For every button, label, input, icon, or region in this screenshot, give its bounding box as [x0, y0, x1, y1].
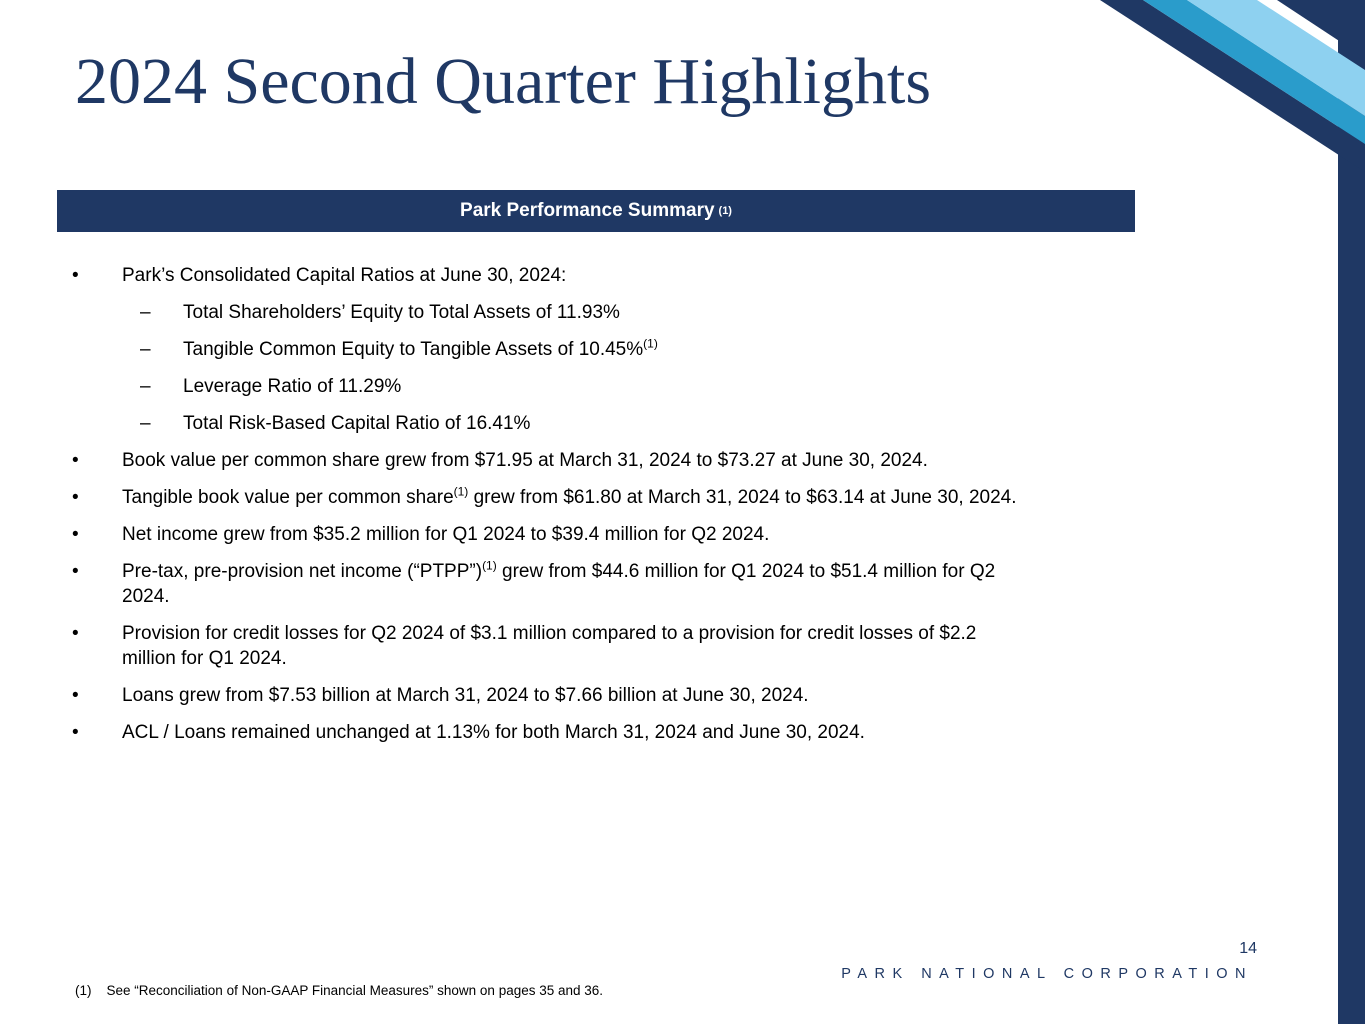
bullet-item [72, 683, 1017, 708]
bullet-item [72, 411, 1017, 436]
bullet-item [72, 485, 1017, 510]
bullet-item [72, 448, 1017, 473]
bullet-marker: • [72, 265, 79, 286]
bullet-item [72, 559, 1017, 609]
footnote: (1) See “Reconciliation of Non-GAAP Financial Measures” shown on pages 35 and 36. [75, 983, 604, 998]
bullet-marker: • [72, 623, 79, 644]
bullet-text: ACL / Loans remained unchanged at 1.13% for both March 31, 2024 and June 30, 2024. [122, 722, 865, 743]
bullet-marker: • [72, 685, 79, 706]
bullet-text: Tangible book value per common share$^{(1)}$ grew from $61.80 at March 31, 2024 to $63.14 at June 30, 2024. [122, 484, 1017, 508]
bullet-text: Pre-tax, pre-provision net income (“PTPP”)$^{(1)}$ grew from $44.6 million for Q1 2024 to $51.4 million for Q2 2024. [122, 558, 996, 607]
bullet-text: Park’s Consolidated Capital Ratios at June 30, 2024: [122, 265, 567, 286]
slide-title: 2024 Second Quarter Highlights [75, 45, 932, 118]
bullet-list [72, 263, 1017, 757]
bullet-item [72, 300, 1017, 325]
summary-header-text: Park Performance Summary [460, 200, 715, 221]
bullet-item [72, 621, 1017, 671]
bullet-text: Loans grew from $7.53 billion at March 31, 2024 to $7.66 billion at June 30, 2024. [122, 685, 809, 706]
bullet-item [72, 374, 1017, 399]
corner-ribbon-decoration [1095, 0, 1365, 270]
bullet-text: Total Risk-Based Capital Ratio of 16.41% [183, 413, 531, 434]
bullet-marker: • [72, 487, 79, 508]
page-number: 14 [1239, 940, 1257, 957]
footnote-reference: (1) [482, 558, 497, 573]
summary-header-bar: Park Performance Summary (1) [57, 190, 1135, 232]
bullet-item [72, 522, 1017, 547]
bullet-marker: – [140, 413, 151, 434]
bullet-item [72, 263, 1017, 288]
bullet-item [72, 720, 1017, 745]
footnote-reference: (1) [643, 336, 658, 351]
bullet-text: Leverage Ratio of 11.29% [183, 376, 402, 397]
bullet-text: Book value per common share grew from $71.95 at March 31, 2024 to $73.27 at June 30, 2024. [122, 450, 928, 471]
bullet-marker: – [140, 339, 151, 360]
footnote-reference: (1) [453, 484, 469, 499]
bullet-marker: • [72, 561, 79, 582]
bullet-marker: – [140, 376, 151, 397]
bullet-marker: – [140, 302, 151, 323]
bullet-marker: • [72, 450, 79, 471]
bullet-text: Provision for credit losses for Q2 2024 of $3.1 million compared to a provision for credit losses of $2.2 million for Q1 2024. [122, 623, 977, 669]
bullet-text: Net income grew from $35.2 million for Q1 2024 to $39.4 million for Q2 2024. [122, 524, 770, 545]
bullet-marker: • [72, 722, 79, 743]
footer-brand: PARK NATIONAL CORPORATION [841, 966, 1253, 982]
bullet-text: Tangible Common Equity to Tangible Assets of 10.45%$^{(1)}$ [183, 336, 658, 360]
bullet-marker: • [72, 524, 79, 545]
bullet-item [72, 337, 1017, 362]
bullet-text: Total Shareholders’ Equity to Total Assets of 11.93% [183, 302, 620, 323]
